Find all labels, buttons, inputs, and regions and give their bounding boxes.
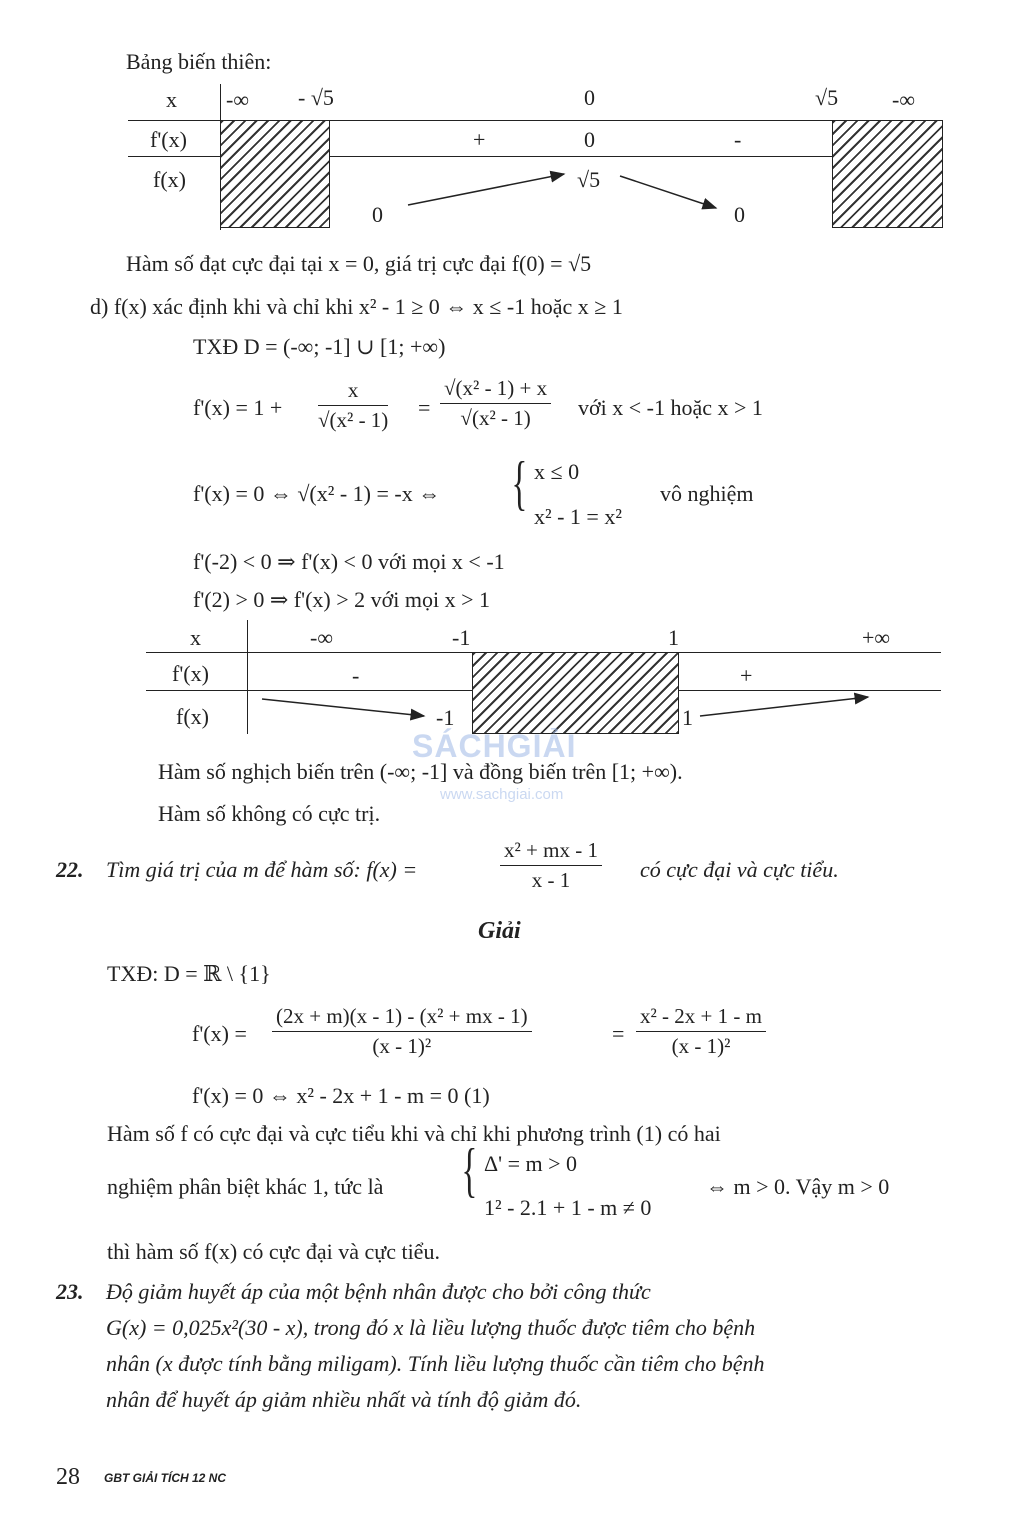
footer-page-number: 28 (56, 1464, 80, 1490)
partd-deriv-frac2-den: √(x² - 1) (460, 406, 531, 430)
partd-zero-sys1: x ≤ 0 (534, 459, 580, 484)
problem22-frac-den: x - 1 (531, 868, 571, 892)
table2-fp-0: - (352, 663, 360, 688)
problem22-text-after: có cực đại và cực tiểu. (640, 857, 839, 882)
table2-row-fprime: f'(x) (172, 661, 209, 686)
table1-row-x: x (166, 87, 177, 112)
solution-frac2-den: (x - 1)² (671, 1034, 731, 1058)
table1-x-4: -∞ (892, 87, 916, 112)
partd-deriv-frac2-num: √(x² - 1) + x (440, 376, 551, 404)
solution-sys2: 1² - 2.1 + 1 - m ≠ 0 (484, 1195, 652, 1220)
problem22-frac-num: x² + mx - 1 (500, 838, 602, 866)
problem23-line4: nhân để huyết áp giảm nhiều nhất và tính độ giảm đó. (106, 1387, 582, 1412)
solution-eq1: f'(x) = 0 ⇔ x² - 2x + 1 - m = 0 (1) (192, 1083, 490, 1108)
solution-frac2-num: x² - 2x + 1 - m (636, 1004, 766, 1032)
solution-eq: = (612, 1021, 625, 1046)
watermark-brand: SÁCHGIẢI (412, 728, 577, 764)
table2-row-f: f(x) (176, 704, 209, 729)
table2-fp-1: + (740, 663, 753, 688)
partd-deriv-cond: với x < -1 hoặc x > 1 (578, 395, 763, 420)
table2-x-1: -1 (452, 625, 471, 650)
table2-f-1: 1 (682, 705, 693, 730)
solution-txd: TXĐ: D = ℝ \ {1} (107, 961, 271, 986)
solution-frac1 (272, 1004, 532, 1059)
partd-deriv-frac1-den: √(x² - 1) (318, 408, 389, 432)
table1-f-2: 0 (734, 202, 745, 227)
problem22-number: 22. (56, 857, 84, 882)
table1-x-1: - √5 (298, 85, 334, 110)
table1-row-fprime: f'(x) (150, 127, 187, 152)
solution-para2: nghiệm phân biệt khác 1, tức là (107, 1174, 384, 1199)
table1-fp-1: 0 (584, 127, 595, 152)
partd-zero-sys2: x² - 1 = x² (534, 504, 622, 529)
solution-heading: Giải (478, 918, 521, 944)
table2-x-3: +∞ (862, 625, 891, 650)
table1-x-2: 0 (584, 85, 595, 110)
table1-row-f: f(x) (153, 167, 186, 192)
partd-line1: d) f(x) xác định khi và chỉ khi x² - 1 ≥ 0 ⇔ x ≤ -1 hoặc x ≥ 1 (90, 294, 623, 319)
problem23-number: 23. (56, 1279, 84, 1304)
table1-f-1: √5 (577, 167, 601, 192)
partd-line-neg: f'(-2) < 0 ⇒ f'(x) < 0 với mọi x < -1 (193, 549, 505, 574)
table1-fp-0: + (473, 127, 486, 152)
table1-fp-2: - (734, 127, 742, 152)
problem22-text-before: Tìm giá trị của m để hàm số: f(x) = (106, 857, 418, 882)
partd-zero-lhs: f'(x) = 0 ⇔ √(x² - 1) = -x ⇔ (193, 481, 441, 506)
solution-frac1-den: (x - 1)² (372, 1034, 432, 1058)
table2-row-x: x (190, 625, 201, 650)
solution-sys1: Δ' = m > 0 (484, 1151, 578, 1176)
table1-conclusion: Hàm số đạt cực đại tại x = 0, giá trị cực đại f(0) = √5 (126, 251, 592, 276)
solution-deriv-lhs: f'(x) = (192, 1021, 247, 1046)
partd-zero-result: vô nghiệm (660, 481, 754, 506)
partd-deriv-lhs: f'(x) = 1 + (193, 395, 283, 420)
problem23-line1: Độ giảm huyết áp của một bệnh nhân được cho bởi công thức (106, 1279, 651, 1304)
table1-x-0: -∞ (226, 87, 250, 112)
table2-x-2: 1 (668, 625, 679, 650)
table2-conclusion1: Hàm số nghịch biến trên (-∞; -1] và đồng biến trên [1; +∞). (158, 759, 683, 784)
footer-book-title: GBT GIẢI TÍCH 12 NC (104, 1471, 227, 1485)
solution-result: ⇔ m > 0. Vậy m > 0 (706, 1174, 890, 1199)
problem23-line2: G(x) = 0,025x²(30 - x), trong đó x là liều lượng thuốc được tiêm cho bệnh (106, 1315, 756, 1340)
solution-frac2 (636, 1004, 766, 1059)
table2-x-0: -∞ (310, 625, 334, 650)
partd-zero-brace: { (511, 450, 528, 516)
partd-deriv-eq: = (418, 395, 431, 420)
solution-sys-brace: { (461, 1137, 478, 1203)
table2-conclusion2: Hàm số không có cực trị. (158, 801, 381, 826)
solution-para1: Hàm số f có cực đại và cực tiểu khi và chỉ khi phương trình (1) có hai (107, 1121, 721, 1146)
partd-deriv-frac1-num: x (318, 378, 388, 406)
table2-arrow-down (262, 699, 424, 716)
table1-f-0: 0 (372, 202, 383, 227)
partd-line-pos: f'(2) > 0 ⇒ f'(x) > 2 với mọi x > 1 (193, 587, 491, 612)
solution-frac1-num: (2x + m)(x - 1) - (x² + mx - 1) (272, 1004, 532, 1032)
table1-title: Bảng biến thiên: (126, 49, 272, 74)
table1-x-3: √5 (815, 85, 839, 110)
solution-para3: thì hàm số f(x) có cực đại và cực tiểu. (107, 1239, 440, 1264)
table2-f-0: -1 (436, 705, 455, 730)
table2-arrow-up (700, 697, 868, 716)
partd-txd: TXĐ D = (-∞; -1] ∪ [1; +∞) (193, 334, 446, 359)
problem22-frac (500, 838, 602, 893)
watermark-url: www.sachgiai.com (440, 786, 564, 803)
problem23-line3: nhân (x được tính bằng miligam). Tính liều lượng thuốc cần tiêm cho bệnh (106, 1351, 765, 1376)
